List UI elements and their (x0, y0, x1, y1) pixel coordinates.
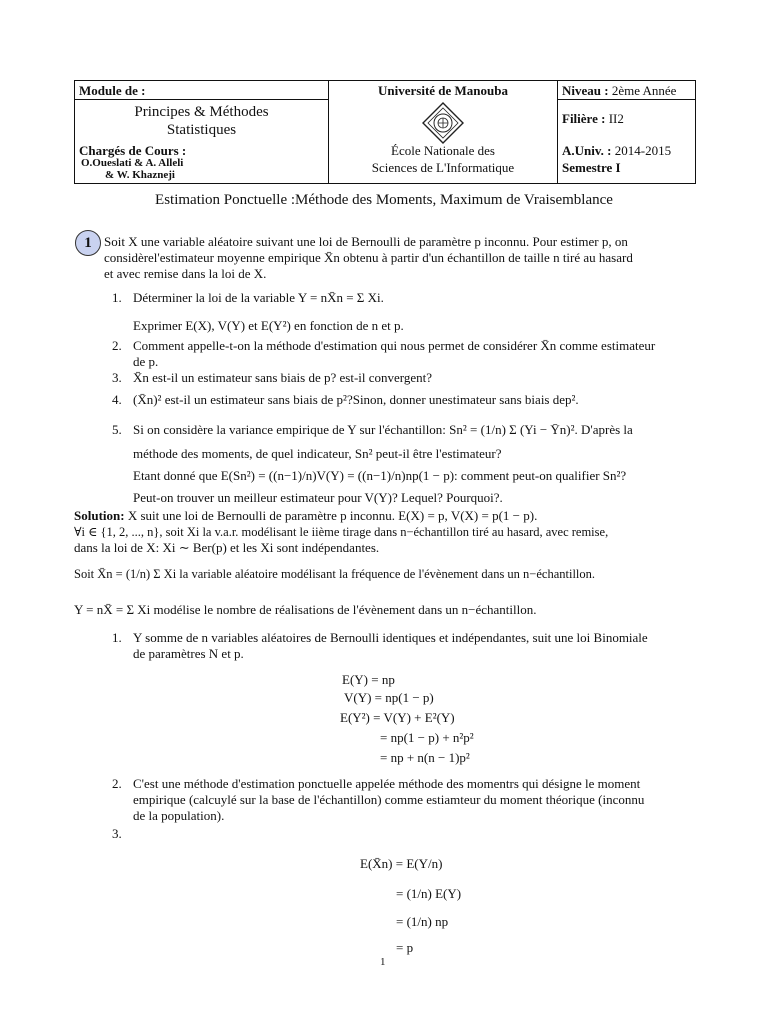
intro-line-3: et avec remise dans la loi de X. (104, 266, 267, 281)
eq1-line-1: E(Y) = np (342, 672, 395, 687)
a2-line-1: C'est une méthode d'estimation ponctuelle appelée méthode des momentrs qui désigne le moment (133, 776, 641, 791)
semestre-row: Semestre I (562, 160, 621, 175)
eq2-line-3: = (1/n) np (396, 914, 449, 929)
module-column (75, 81, 329, 183)
q1-subtext: Exprimer E(X), V(Y) et E(Y²) en fonction de n et p. (133, 318, 404, 333)
charges-line2: & W. Khazneji (105, 169, 175, 181)
solution-line-3: dans la loi de X: Xi ∼ Ber(p) et les Xi sont indépendantes. (74, 540, 380, 555)
solution-line-1: Solution: X suit une loi de Bernoulli de paramètre p inconnu. E(X) = p, V(X) = p(1 − p). (74, 508, 538, 523)
a2-number: 2. (112, 776, 122, 791)
q1-number: 1. (112, 290, 122, 305)
q5-line-2: méthode des moments, de quel indicateur, Sn² peut-il être l'estimateur? (133, 446, 502, 461)
q2-line-2: de p. (133, 354, 159, 369)
q2-line-1: Comment appelle-t-on la méthode d'estimation qui nous permet de considérer X̄n comme estimateur (133, 338, 656, 353)
module-label: Module de : (79, 83, 146, 98)
school-line2: Sciences de L'Informatique (371, 160, 515, 175)
q5-line-3: Etant donné que E(Sn²) = ((n−1)/n)V(Y) = ((n−1)/n)np(1 − p): comment peut-on qualifier Sn²? (133, 468, 627, 483)
q5-number: 5. (112, 422, 122, 437)
eq1-line-2: V(Y) = np(1 − p) (344, 690, 434, 705)
eq1-line-4: = np(1 − p) + n²p² (380, 730, 474, 745)
module-title-line2: Statistiques (166, 122, 237, 138)
exercise-number-badge: 1 (75, 230, 101, 256)
a2-line-2: empirique (calcuylé sur la base de l'échantillon) comme estiamteur du moment théorique (inconnu (133, 792, 645, 807)
a1-line-1: Y somme de n variables aléatoires de Bernoulli identiques et indépendantes, suit une loi Binomiale (133, 630, 648, 645)
eq2-line-4: = p (396, 940, 414, 955)
a3-number: 3. (112, 826, 122, 841)
niveau-row: Niveau : 2ème Année (562, 83, 677, 98)
filiere-row: Filière : II2 (562, 111, 624, 126)
intro-line-2: considèrel'estimateur moyenne empirique X̄n obtenu à partir d'un échantillon de taille n tiré au hasard (104, 250, 633, 265)
annee-row: A.Univ. : 2014-2015 (562, 143, 672, 158)
eq1-line-3: E(Y²) = V(Y) + E²(Y) (340, 710, 455, 725)
intro-line-1: Soit X une variable aléatoire suivant une loi de Bernoulli de paramètre p inconnu. Pour estimer p, on (104, 234, 628, 249)
university-name: Université de Manouba (378, 83, 508, 98)
school-line1: École Nationale des (391, 143, 495, 158)
solution-line-5: Y = nX̄ = Σ Xi modélise le nombre de réalisations de l'évènement dans un n−échantillon. (74, 602, 537, 617)
a1-line-2: de paramètres N et p. (133, 646, 244, 661)
q3-number: 3. (112, 370, 122, 385)
a2-line-3: de la population). (133, 808, 225, 823)
q3-text: X̄n est-il un estimateur sans biais de p? est-il convergent? (133, 370, 433, 385)
info-column (558, 81, 695, 183)
charges-line1: O.Oueslati & A. Alleli (81, 157, 184, 169)
module-title-line1: Principes & Méthodes (134, 104, 269, 120)
a1-number: 1. (112, 630, 122, 645)
page-title: Estimation Ponctuelle :Méthode des Moments, Maximum de Vraisemblance (155, 192, 613, 208)
q1-text: Déterminer la loi de la variable Y = nX̄n = Σ Xi. (133, 290, 384, 305)
eq2-line-1: E(X̄n) = E(Y/n) (360, 856, 443, 871)
university-column (329, 81, 558, 183)
header-box (74, 80, 696, 184)
q2-number: 2. (112, 338, 122, 353)
eq2-line-2: = (1/n) E(Y) (396, 886, 462, 901)
eq1-line-5: = np + n(n − 1)p² (380, 750, 470, 765)
charges-label: Chargés de Cours : (79, 143, 187, 158)
solution-line-4: Soit X̄n = (1/n) Σ Xi la variable aléatoire modélisant la fréquence de l'évènement dans un n−échantillon. (74, 567, 596, 581)
q5-line-4: Peut-on trouver un meilleur estimateur pour V(Y)? Lequel? Pourquoi?. (133, 490, 503, 505)
q5-line-1: Si on considère la variance empirique de Y sur l'échantillon: Sn² = (1/n) Σ (Yi − Ȳn)². D'après la (133, 422, 633, 437)
solution-line-2: ∀i ∈ {1, 2, ..., n}, soit Xi la v.a.r. modélisant le iième tirage dans n−échantillon tiré au hasard, avec remise, (74, 525, 609, 539)
q4-text: (X̄n)² est-il un estimateur sans biais de p²?Sinon, donner unestimateur sans biais dep². (133, 392, 579, 407)
page-number: 1 (380, 956, 386, 968)
school-logo-icon (421, 101, 465, 145)
q4-number: 4. (112, 392, 122, 407)
